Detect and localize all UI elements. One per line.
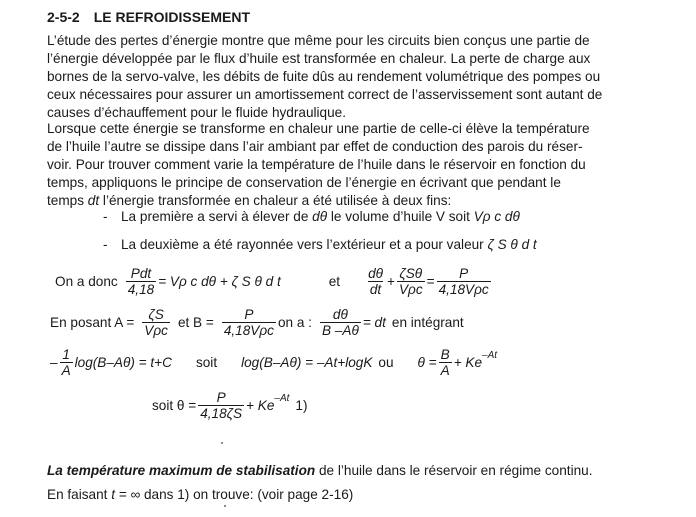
text-line: causes d’échauffement pour le fluide hydraulique.: [47, 105, 347, 120]
text-fragment: et B =: [177, 314, 214, 330]
math-variable: dt: [87, 193, 100, 208]
text-line: Lorsque cette énergie se transforme en chaleur une partie de celle-ci élève la température: [47, 121, 590, 136]
denominator: Vρc: [144, 323, 168, 338]
bullet-item-second: [103, 236, 537, 254]
math-expression: = dt: [362, 314, 386, 330]
math-expression: dθ: [312, 209, 328, 224]
text-fragment: en intégrant: [391, 314, 464, 330]
text-fragment: temps: [47, 193, 88, 208]
bullet-text: le volume d’huile V soit: [327, 209, 474, 224]
fraction: [142, 307, 170, 338]
scan-speck: [221, 442, 223, 444]
fraction: [437, 266, 491, 297]
denominator: 4,18: [127, 282, 155, 297]
equation-label: En posant A =: [50, 314, 135, 330]
text-fragment: En faisant: [47, 487, 112, 502]
text-fragment: soit θ =: [152, 397, 197, 413]
equation-on-a-donc: [55, 266, 493, 297]
fraction: [366, 266, 385, 297]
fraction: [126, 266, 156, 297]
section-heading: [47, 8, 250, 26]
text-line: [47, 462, 669, 480]
emphasis-text: La température maximum de stabilisation: [47, 463, 316, 478]
text-line: l’énergie développée par le flux d’huile est transformée en chaleur. La perte de charge aux: [47, 51, 591, 66]
numerator: P: [216, 390, 226, 405]
fraction: [60, 347, 73, 378]
numerator: P: [244, 307, 254, 322]
text-fragment: dans 1) on trouve: (voir page 2-16): [140, 487, 354, 502]
equation-label: On a donc: [55, 273, 118, 289]
paragraph-energy: [47, 120, 669, 210]
equation-solution: [152, 390, 308, 421]
math-expression: Vρ c dθ: [473, 209, 520, 224]
exponent: –At: [482, 349, 498, 361]
text-line: bornes de la servo-valve, les débits de fuite dûs au rendement volumétrique des pompes ou: [47, 69, 601, 84]
text-fragment: l’énergie transformée en chaleur a été utilisée à deux fins:: [99, 193, 452, 208]
bullet-text: La première a servi à élever de: [121, 209, 313, 224]
denominator: A: [61, 363, 71, 378]
text-fragment: on a :: [277, 314, 312, 330]
bullet-dash: -: [103, 209, 108, 224]
equation-reference: 1): [295, 397, 308, 413]
conjunction: et: [328, 273, 341, 289]
text-line: de l’huile l’autre se dissipe dans l’air ambiant par effet de conduction des parois du réser-: [47, 139, 583, 154]
math-expression: θ =: [417, 354, 437, 370]
numerator: 1: [62, 347, 70, 362]
denominator: 4,18Vρc: [223, 323, 274, 338]
bullet-text: La deuxième a été rayonnée vers l’extérieur et a pour valeur: [121, 237, 488, 252]
operator: =: [426, 273, 435, 289]
equation-en-posant: [50, 307, 464, 338]
math-expression: = Vρ c dθ + ζ S θ d t: [158, 273, 281, 289]
denominator: dt: [369, 282, 382, 297]
bullet-dash: -: [103, 237, 108, 252]
fraction: [222, 307, 276, 338]
exponent: –At: [274, 392, 290, 404]
scan-speck: [224, 505, 226, 507]
math-expression: log(B–Aθ) = t+C: [74, 354, 172, 370]
fraction: [320, 307, 361, 338]
text-line: ceux nécessaires pour assurer un amortissement correct de l’asservissement sont autant de: [47, 87, 603, 102]
numerator: B: [440, 347, 450, 362]
fraction: [397, 266, 425, 297]
conjunction: ou: [378, 354, 394, 370]
operator: +: [387, 273, 395, 289]
section-number: 2-5-2: [47, 9, 80, 25]
numerator: dθ: [368, 266, 384, 281]
text-line: L’étude des pertes d’énergie montre que même pour les circuits bien conçus une partie de: [47, 33, 590, 48]
numerator: P: [459, 266, 469, 281]
numerator: Pdt: [130, 266, 152, 281]
text-line: [47, 486, 669, 504]
text-fragment: de l’huile dans le réservoir en régime continu.: [315, 463, 593, 478]
section-title: LE REFROIDISSEMENT: [93, 9, 251, 25]
equation-integration: [50, 347, 497, 378]
bullet-item-first: [103, 208, 520, 226]
paragraph-max-temp: [47, 462, 669, 480]
denominator: B –Aθ: [321, 323, 359, 338]
numerator: dθ: [332, 307, 348, 322]
numerator: ζS: [148, 307, 164, 322]
denominator: Vρc: [398, 282, 423, 297]
fraction: [439, 347, 452, 378]
fraction: [198, 390, 244, 421]
denominator: A: [440, 363, 450, 378]
operator: –: [50, 354, 58, 370]
paragraph-intro: [47, 32, 669, 122]
math-expression: ζ S θ d t: [487, 237, 537, 252]
denominator: 4,18ζS: [200, 406, 243, 421]
math-expression: t = ∞: [111, 487, 141, 502]
conjunction: soit: [195, 354, 218, 370]
math-expression: + Ke: [246, 397, 275, 413]
math-expression: + Ke: [453, 354, 483, 370]
numerator: ζSθ: [399, 266, 423, 281]
denominator: 4,18Vρc: [438, 282, 489, 297]
paragraph-infinity: [47, 486, 669, 504]
math-expression: log(B–Aθ) = –At+logK: [241, 354, 373, 370]
text-line: temps, appliquons le principe de conservation de l’énergie en écrivant que pendant le: [47, 175, 561, 190]
text-line: voir. Pour trouver comment varie la température de l’huile dans le réservoir en fonction du: [47, 157, 586, 172]
